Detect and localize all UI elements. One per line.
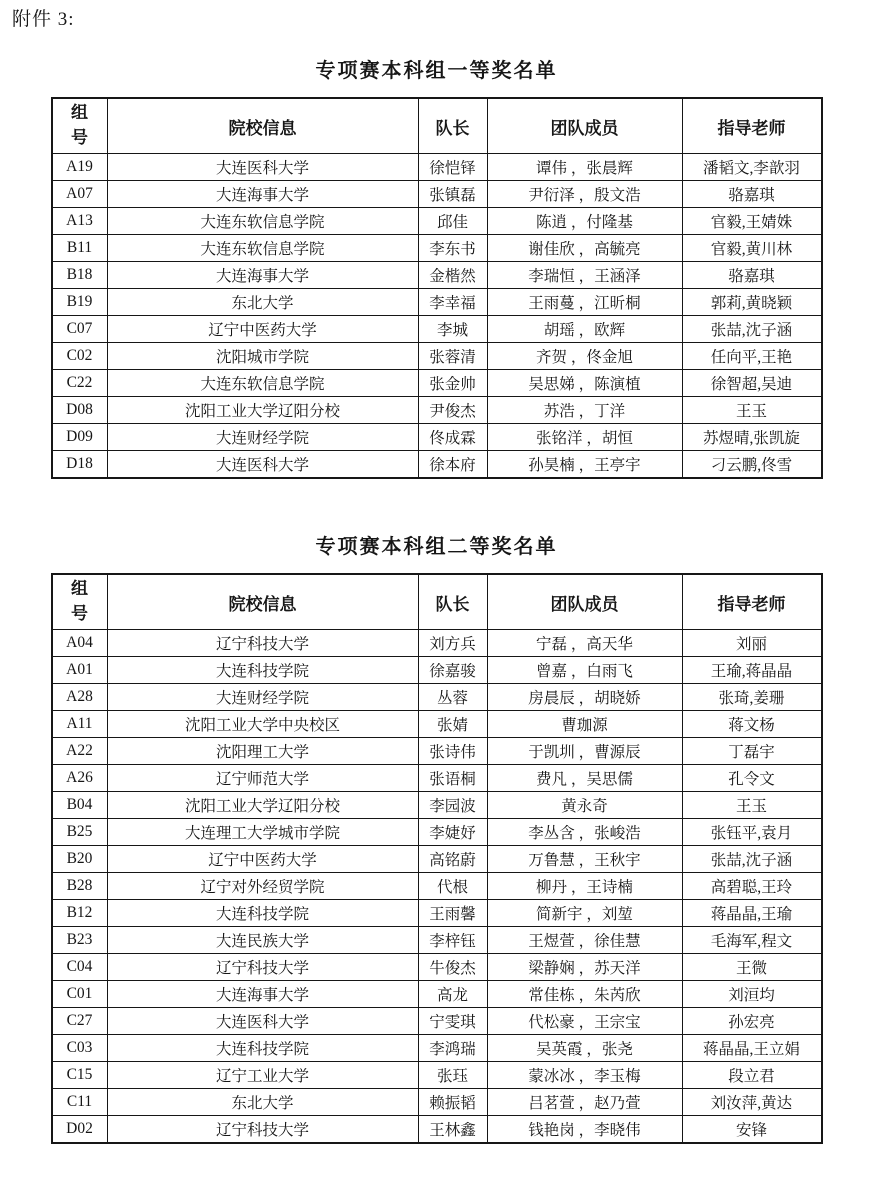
table-row [52,819,822,846]
members-cell: 常佳栋 ，朱芮欣 [487,981,682,1008]
members-cell: 谭伟 ，张晨辉 [487,154,682,181]
group-id-cell: B04 [52,792,108,819]
advisors-cell: 段立君 [682,1062,822,1089]
institution-cell: 大连科技学院 [107,657,418,684]
advisors-cell: 骆嘉琪 [682,262,822,289]
advisors-cell: 王瑜,蒋晶晶 [682,657,822,684]
advisors-cell: 张琦,姜珊 [682,684,822,711]
table-row [52,873,822,900]
leader-cell: 张婧 [418,711,487,738]
advisors-cell: 蒋晶晶,王立娟 [682,1035,822,1062]
institution-cell: 大连科技学院 [107,1035,418,1062]
header-row [52,98,822,154]
table-row [52,792,822,819]
members-cell: 吴思娣 ，陈演植 [487,370,682,397]
group-id-cell: D08 [52,397,108,424]
members-cell: 蒙冰冰 ，李玉梅 [487,1062,682,1089]
leader-header-label: 队长 [435,594,470,614]
leader-cell: 刘方兵 [418,630,487,657]
members-cell: 李丛含 ，张峻浩 [487,819,682,846]
group-id-cell: C01 [52,981,108,1008]
advisors-header-label: 指导老师 [717,594,786,614]
institution-cell: 辽宁工业大学 [107,1062,418,1089]
advisors-cell: 张喆,沈子涵 [682,846,822,873]
institution-cell: 大连理工大学城市学院 [107,819,418,846]
leader-cell: 丛蓉 [418,684,487,711]
group-id-cell: D18 [52,451,108,479]
leader-cell: 李婕妤 [418,819,487,846]
advisors-cell: 高碧聪,王玲 [682,873,822,900]
advisors-cell: 孔令文 [682,765,822,792]
institution-cell: 辽宁对外经贸学院 [107,873,418,900]
group-id-cell: A13 [52,208,108,235]
group-id-cell: C02 [52,343,108,370]
advisors-header-label: 指导老师 [717,118,786,138]
table-row [52,630,822,657]
institution-cell: 大连东软信息学院 [107,208,418,235]
leader-cell: 高铭蔚 [418,846,487,873]
attachment-label: 附件 3: [12,9,75,30]
leader-cell: 王雨馨 [418,900,487,927]
group-id-cell: C04 [52,954,108,981]
group-id-cell: A01 [52,657,108,684]
table-row [52,711,822,738]
advisors-cell: 王微 [682,954,822,981]
institution-cell: 大连东软信息学院 [107,235,418,262]
advisors-header [682,98,822,154]
institution-cell: 辽宁中医药大学 [107,316,418,343]
table-row [52,262,822,289]
leader-cell: 佟成霖 [418,424,487,451]
advisors-cell: 刘汝萍,黄达 [682,1089,822,1116]
group-id-cell: B20 [52,846,108,873]
members-cell: 陈逍 ，付隆基 [487,208,682,235]
members-cell: 代松豪 ，王宗宝 [487,1008,682,1035]
group-id-cell: A19 [52,154,108,181]
institution-cell: 沈阳城市学院 [107,343,418,370]
leader-cell: 徐恺铎 [418,154,487,181]
table-row [52,657,822,684]
table-row [52,397,822,424]
institution-cell: 沈阳工业大学辽阳分校 [107,397,418,424]
members-cell: 胡瑶 ，欧辉 [487,316,682,343]
institution-cell: 大连海事大学 [107,181,418,208]
group-id-cell: B12 [52,900,108,927]
advisors-cell: 任向平,王艳 [682,343,822,370]
members-cell: 于凯圳 ，曹源辰 [487,738,682,765]
table-row [52,684,822,711]
institution-cell: 大连医科大学 [107,1008,418,1035]
leader-header-label: 队长 [435,118,470,138]
group-id-cell: C07 [52,316,108,343]
members-cell: 谢佳欣 ，高毓亮 [487,235,682,262]
leader-cell: 李城 [418,316,487,343]
members-cell: 齐贺 ，佟金旭 [487,343,682,370]
members-cell: 梁静娴 ，苏天洋 [487,954,682,981]
institution-header-label: 院校信息 [228,118,297,138]
group-id-cell: A22 [52,738,108,765]
members-cell: 万鲁慧 ，王秋宇 [487,846,682,873]
table-row [52,208,822,235]
institution-cell: 沈阳理工大学 [107,738,418,765]
group-id-cell: C22 [52,370,108,397]
institution-cell: 大连海事大学 [107,981,418,1008]
members-cell: 吴英霞 ，张尧 [487,1035,682,1062]
leader-header [418,574,487,630]
advisors-cell: 郭莉,黄晓颖 [682,289,822,316]
institution-cell: 东北大学 [107,289,418,316]
advisors-cell: 骆嘉琪 [682,181,822,208]
table-row [52,370,822,397]
institution-header-label: 院校信息 [228,594,297,614]
members-cell: 张铭洋 ，胡恒 [487,424,682,451]
members-cell: 曹珈源 [487,711,682,738]
advisors-cell: 官毅,王婧姝 [682,208,822,235]
members-header-label: 团队成员 [550,118,619,138]
institution-cell: 东北大学 [107,1089,418,1116]
institution-cell: 大连海事大学 [107,262,418,289]
leader-cell: 徐嘉骏 [418,657,487,684]
members-header [487,98,682,154]
second-prize-table-title: 专项赛本科组二等奖名单 [315,536,558,558]
group-id-header-label: 组号 [71,103,88,147]
leader-cell: 李园波 [418,792,487,819]
leader-cell: 邱佳 [418,208,487,235]
leader-cell: 张诗伟 [418,738,487,765]
leader-cell: 牛俊杰 [418,954,487,981]
group-id-header-label: 组号 [71,579,88,623]
leader-cell: 尹俊杰 [418,397,487,424]
leader-cell: 王林鑫 [418,1116,487,1144]
institution-cell: 大连医科大学 [107,154,418,181]
advisors-cell: 潘韬文,李歆羽 [682,154,822,181]
members-cell: 钱艳岗 ，李晓伟 [487,1116,682,1144]
leader-cell: 金楷然 [418,262,487,289]
advisors-cell: 丁磊宇 [682,738,822,765]
first-prize-table [51,97,823,479]
institution-cell: 辽宁科技大学 [107,954,418,981]
advisors-cell: 苏煜晴,张凯旋 [682,424,822,451]
table-row [52,1062,822,1089]
first-prize-section [0,59,873,479]
members-cell: 柳丹 ，王诗楠 [487,873,682,900]
members-cell: 苏浩 ，丁洋 [487,397,682,424]
table-row [52,343,822,370]
members-cell: 孙昊楠 ，王亭宇 [487,451,682,479]
leader-cell: 高龙 [418,981,487,1008]
members-cell: 李瑞恒 ，王涵泽 [487,262,682,289]
institution-cell: 辽宁中医药大学 [107,846,418,873]
members-cell: 简新宇 ，刘堃 [487,900,682,927]
institution-cell: 辽宁师范大学 [107,765,418,792]
table-row [52,1008,822,1035]
group-id-cell: C27 [52,1008,108,1035]
leader-header [418,98,487,154]
members-cell: 吕茗萱 ，赵乃萱 [487,1089,682,1116]
members-cell: 王煜萱 ，徐佳慧 [487,927,682,954]
members-cell: 宁磊 ，高天华 [487,630,682,657]
group-id-cell: B23 [52,927,108,954]
advisors-cell: 王玉 [682,397,822,424]
advisors-cell: 刁云鹏,佟雪 [682,451,822,479]
group-id-cell: B25 [52,819,108,846]
group-id-cell: A26 [52,765,108,792]
table-row [52,981,822,1008]
members-cell: 尹衍泽 ，殷文浩 [487,181,682,208]
table-row [52,451,822,479]
institution-header [107,574,418,630]
advisors-cell: 张喆,沈子涵 [682,316,822,343]
institution-cell: 辽宁科技大学 [107,1116,418,1144]
group-id-cell: C15 [52,1062,108,1089]
group-id-cell: D02 [52,1116,108,1144]
advisors-cell: 毛海军,程文 [682,927,822,954]
advisors-cell: 王玉 [682,792,822,819]
advisors-cell: 张钰平,袁月 [682,819,822,846]
table-row [52,181,822,208]
institution-cell: 大连财经学院 [107,424,418,451]
table-row [52,900,822,927]
leader-cell: 李鸿瑞 [418,1035,487,1062]
leader-cell: 张语桐 [418,765,487,792]
institution-cell: 沈阳工业大学辽阳分校 [107,792,418,819]
leader-cell: 张镇磊 [418,181,487,208]
leader-cell: 代根 [418,873,487,900]
group-id-cell: D09 [52,424,108,451]
leader-cell: 徐本府 [418,451,487,479]
institution-cell: 大连民族大学 [107,927,418,954]
advisors-cell: 刘洹均 [682,981,822,1008]
group-id-cell: B19 [52,289,108,316]
first-prize-table-title: 专项赛本科组一等奖名单 [315,60,558,82]
group-id-cell: B28 [52,873,108,900]
second-prize-table [51,573,823,1144]
members-header [487,574,682,630]
members-cell: 王雨蔓 ，江昕桐 [487,289,682,316]
table-row [52,424,822,451]
group-id-cell: A07 [52,181,108,208]
advisors-cell: 徐智超,吴迪 [682,370,822,397]
institution-cell: 沈阳工业大学中央校区 [107,711,418,738]
table-row [52,154,822,181]
members-cell: 房晨辰 ，胡晓娇 [487,684,682,711]
members-cell: 黄永奇 [487,792,682,819]
table-row [52,1116,822,1144]
table-row [52,954,822,981]
second-prize-section [0,535,873,1144]
advisors-header [682,574,822,630]
advisors-cell: 蒋文杨 [682,711,822,738]
group-id-cell: B18 [52,262,108,289]
members-cell: 费凡 ，吴思儒 [487,765,682,792]
group-id-header [52,574,108,630]
leader-cell: 李东书 [418,235,487,262]
group-id-cell: A11 [52,711,108,738]
advisors-cell: 孙宏亮 [682,1008,822,1035]
institution-cell: 大连财经学院 [107,684,418,711]
leader-cell: 赖振韬 [418,1089,487,1116]
group-id-cell: C03 [52,1035,108,1062]
table-row [52,1035,822,1062]
advisors-cell: 官毅,黄川林 [682,235,822,262]
institution-cell: 大连东软信息学院 [107,370,418,397]
institution-cell: 大连医科大学 [107,451,418,479]
group-id-cell: A28 [52,684,108,711]
table-row [52,765,822,792]
institution-cell: 大连科技学院 [107,900,418,927]
group-id-header [52,98,108,154]
group-id-cell: C11 [52,1089,108,1116]
members-cell: 曾嘉 ，白雨飞 [487,657,682,684]
group-id-cell: A04 [52,630,108,657]
table-row [52,289,822,316]
group-id-cell: B11 [52,235,108,262]
table-row [52,235,822,262]
institution-cell: 辽宁科技大学 [107,630,418,657]
table-row [52,1089,822,1116]
table-row [52,846,822,873]
table-row [52,738,822,765]
table-row [52,316,822,343]
leader-cell: 张金帅 [418,370,487,397]
leader-cell: 李梓钰 [418,927,487,954]
advisors-cell: 蒋晶晶,王瑜 [682,900,822,927]
institution-header [107,98,418,154]
advisors-cell: 安锋 [682,1116,822,1144]
members-header-label: 团队成员 [550,594,619,614]
leader-cell: 张蓉清 [418,343,487,370]
table-row [52,927,822,954]
leader-cell: 张珏 [418,1062,487,1089]
leader-cell: 李幸福 [418,289,487,316]
leader-cell: 宁雯琪 [418,1008,487,1035]
advisors-cell: 刘丽 [682,630,822,657]
header-row [52,574,822,630]
